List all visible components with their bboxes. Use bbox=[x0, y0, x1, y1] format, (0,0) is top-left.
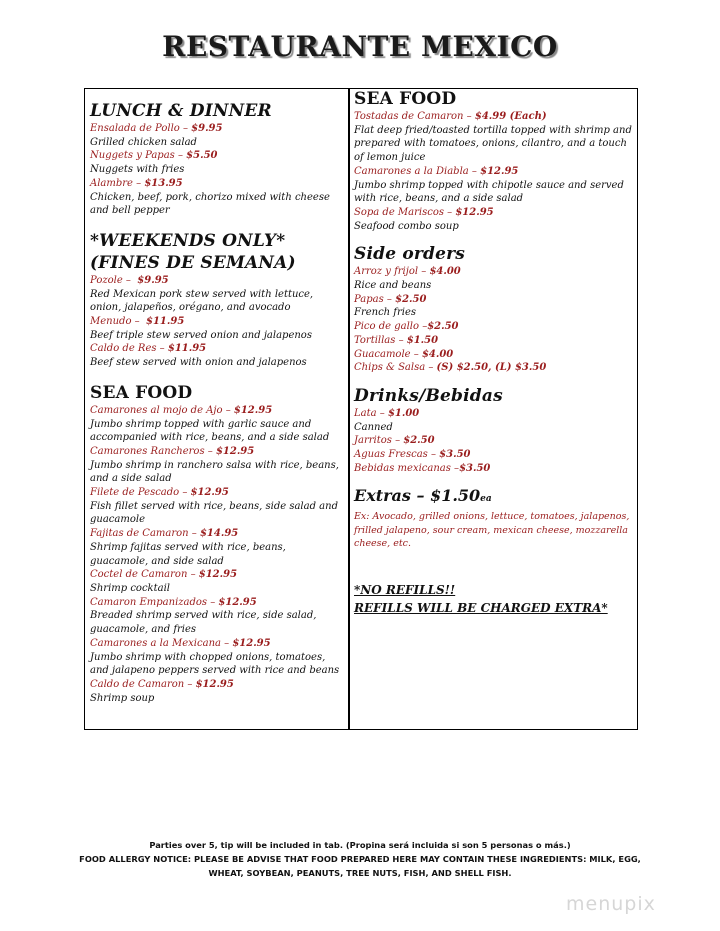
menu-item: Camarones a la Mexicana – $12.95 Jumbo shrimp with chopped onions, tomatoes, and jalapeno peppers served with rice and beans bbox=[90, 637, 342, 678]
item-price: $4.00 bbox=[429, 266, 461, 278]
item-price: (S) $2.50, (L) $3.50 bbox=[436, 362, 547, 374]
allergy-notice-line1: FOOD ALLERGY NOTICE: PLEASE BE ADVISE THAT FOOD PREPARED HERE MAY CONTAIN THESE INGREDIENTS: MILK, EGG, bbox=[79, 854, 641, 864]
item-name: Camarones a la Diabla bbox=[354, 165, 469, 177]
item-name: Chips & Salsa bbox=[354, 362, 426, 374]
item-name: Filete de Pescado bbox=[90, 487, 180, 499]
item-name: Camarones Rancheros bbox=[90, 445, 205, 457]
menu-item: Nuggets y Papas – $5.50 Nuggets with fries bbox=[90, 149, 342, 176]
tip-notice: Parties over 5, tip will be included in tab. (Propina será incluida si son 5 personas o más.) bbox=[149, 840, 571, 850]
item-description: Jumbo shrimp in ranchero salsa with rice, beans, and a side salad bbox=[90, 459, 339, 485]
item-price: $9.95 bbox=[191, 123, 223, 134]
item-description: Fish fillet served with rice, beans, side salad and guacamole bbox=[90, 500, 338, 526]
item-price: $4.00 bbox=[421, 348, 454, 360]
menu-item: Caldo de Res – $11.95 Beef stew served with onion and jalapenos bbox=[90, 342, 342, 369]
footer-notice bbox=[0, 838, 720, 880]
item-price: $12.95 bbox=[195, 678, 234, 690]
menu-item: Lata – $1.00 Canned bbox=[354, 407, 634, 434]
item-price: $3.50 bbox=[439, 449, 471, 461]
menu-item: Aguas Frescas – $3.50 bbox=[354, 449, 471, 461]
item-description: Jumbo shrimp with chopped onions, tomatoes, and jalapeno peppers served with rice and beans bbox=[90, 651, 340, 677]
item-price: $12.95 bbox=[455, 206, 494, 218]
item-description: Jumbo shrimp topped with garlic sauce and accompanied with rice, beans, and a side salad bbox=[90, 418, 330, 444]
item-name: Sopa de Mariscos bbox=[354, 206, 444, 218]
section-subtitle-weekends: (FINES DE SEMANA) bbox=[90, 252, 296, 273]
item-name: Pozole bbox=[90, 274, 123, 286]
menu-item: Camarones al mojo de Ajo – $12.95 Jumbo shrimp topped with garlic sauce and accompanied with rice, beans, and a side salad bbox=[90, 404, 342, 445]
item-description: Chicken, beef, pork, chorizo mixed with cheese and bell pepper bbox=[90, 191, 330, 217]
menu-item: Alambre – $13.95 Chicken, beef, pork, chorizo mixed with cheese and bell pepper bbox=[90, 177, 342, 218]
menu-item: Guacamole – $4.00 bbox=[354, 348, 454, 360]
item-description: Nuggets with fries bbox=[90, 164, 185, 176]
item-description: Canned bbox=[354, 421, 393, 433]
menu-item: Fajitas de Camaron – $14.95 Shrimp fajitas served with rice, beans, guacamole, and side salad bbox=[90, 527, 342, 568]
menu-item: Arroz y frijol – $4.00 Rice and beans bbox=[354, 265, 634, 292]
item-price: $11.95 bbox=[167, 343, 207, 355]
item-price: $2.50 bbox=[427, 321, 459, 333]
item-name: Menudo bbox=[90, 316, 132, 328]
menu-item: Tortillas – $1.50 bbox=[354, 334, 439, 346]
item-price: $14.95 bbox=[199, 528, 239, 540]
item-price: $12.95 bbox=[233, 404, 273, 416]
menu-item: Ensalada de Pollo – $9.95 Grilled chicken salad bbox=[90, 122, 342, 149]
menu-item: Chips & Salsa – (S) $2.50, (L) $3.50 bbox=[354, 362, 547, 374]
item-name: Papas bbox=[354, 293, 384, 305]
item-description: Breaded shrimp served with rice, side salad, guacamole, and fries bbox=[90, 610, 317, 636]
extras-description: Ex: Avocado, grilled onions, lettuce, tomatoes, jalapenos, frilled jalapeno, sour cream, mexican cheese, mozzarella cheese, etc. bbox=[354, 511, 630, 550]
item-description: French fries bbox=[354, 307, 417, 319]
item-price: $12.95 bbox=[198, 569, 238, 581]
allergy-notice-line2: WHEAT, SOYBEAN, PEANUTS, TREE NUTS, FISH, AND SHELL FISH. bbox=[208, 868, 512, 878]
section-title-weekends: *WEEKENDS ONLY* bbox=[90, 230, 286, 251]
section-title-lunch-dinner: LUNCH & DINNER bbox=[90, 101, 272, 121]
item-name: Camaron Empanizados bbox=[90, 596, 208, 608]
item-description: Red Mexican pork stew served with lettuce, onion, jalapeños, orégano, and avocado bbox=[90, 288, 314, 314]
menu-item: Sopa de Mariscos – $12.95 Seafood combo soup bbox=[354, 206, 634, 233]
item-price: $3.50 bbox=[459, 462, 491, 474]
restaurant-title: RESTAURANTE MEXICO bbox=[162, 30, 558, 63]
section-title-drinks: Drinks/Bebidas bbox=[354, 385, 503, 406]
item-description: Seafood combo soup bbox=[354, 220, 459, 232]
item-price: $12.95 bbox=[232, 637, 271, 649]
item-description: Shrimp fajitas served with rice, beans, guacamole, and side salad bbox=[90, 541, 286, 567]
section-title-side-orders: Side orders bbox=[354, 244, 466, 265]
item-price: $11.95 bbox=[146, 316, 185, 328]
item-price: $13.95 bbox=[144, 177, 183, 189]
item-name: Aguas Frescas bbox=[354, 449, 428, 461]
menu-item: Jarritos – $2.50 bbox=[354, 435, 435, 447]
menupix-watermark: menupix bbox=[566, 893, 656, 915]
item-price: $2.50 bbox=[395, 293, 427, 305]
item-name: Camarones al mojo de Ajo bbox=[90, 404, 223, 416]
item-price: $12.95 bbox=[215, 445, 255, 457]
menu-item: Caldo de Camaron – $12.95 Shrimp soup bbox=[90, 678, 342, 705]
item-price: $2.50 bbox=[403, 435, 435, 447]
menu-item: Menudo – $11.95 Beef triple stew served onion and jalapenos bbox=[90, 315, 342, 342]
menu-item: Pozole – $9.95 Red Mexican pork stew served with lettuce, onion, jalapeños, orégano, and avocado bbox=[90, 274, 342, 315]
item-name: Fajitas de Camaron bbox=[90, 528, 189, 540]
item-name: Pico de gallo bbox=[354, 321, 420, 333]
item-name: Tortillas bbox=[354, 334, 396, 346]
item-name: Alambre bbox=[90, 177, 133, 189]
menu-item: Pico de gallo –$2.50 bbox=[354, 321, 459, 333]
item-name: Lata bbox=[354, 407, 377, 419]
item-price: $1.00 bbox=[387, 407, 420, 419]
item-description: Jumbo shrimp topped with chipotle sauce and served with rice, beans, and a side salad bbox=[354, 179, 624, 205]
menu-item: Papas – $2.50 French fries bbox=[354, 293, 634, 320]
item-description: Rice and beans bbox=[354, 280, 432, 292]
section-title-seafood-right: SEA FOOD bbox=[354, 89, 457, 109]
section-title-extras bbox=[354, 485, 634, 510]
extras-title-text: Extras – $1.50 bbox=[354, 486, 481, 506]
extras-suffix: ea bbox=[480, 494, 492, 505]
item-price: $4.99 (Each) bbox=[474, 111, 547, 122]
menu-item: Bebidas mexicanas –$3.50 bbox=[354, 462, 491, 474]
column-divider bbox=[348, 88, 350, 730]
item-name: Ensalada de Pollo bbox=[90, 123, 180, 134]
item-name: Caldo de Camaron bbox=[90, 678, 185, 690]
item-description: Beef stew served with onion and jalapenos bbox=[90, 357, 307, 369]
no-refills-notice: *NO REFILLS!! bbox=[354, 582, 456, 597]
refills-charged-notice: REFILLS WILL BE CHARGED EXTRA* bbox=[354, 600, 608, 615]
item-price: $1.50 bbox=[406, 334, 439, 346]
item-description: Flat deep fried/toasted tortilla topped with shrimp and prepared with tomatoes, onions, cilantro, and a touch of lemon juice bbox=[354, 124, 632, 164]
item-name: Arroz y frijol bbox=[354, 266, 419, 278]
menu-item: Camarones a la Diabla – $12.95 Jumbo shrimp topped with chipotle sauce and served with rice, beans, and a side salad bbox=[354, 165, 634, 206]
item-description: Grilled chicken salad bbox=[90, 136, 197, 148]
item-description: Shrimp soup bbox=[90, 692, 155, 704]
menu-item: Filete de Pescado – $12.95 Fish fillet served with rice, beans, side salad and guacamole bbox=[90, 486, 342, 527]
item-name: Nuggets y Papas bbox=[90, 150, 175, 162]
menu-item: Camarones Rancheros – $12.95 Jumbo shrimp in ranchero salsa with rice, beans, and a side salad bbox=[90, 445, 342, 486]
item-name: Coctel de Camaron bbox=[90, 569, 188, 581]
item-name: Jarritos bbox=[354, 435, 392, 447]
item-price: $12.95 bbox=[480, 165, 519, 177]
section-title-seafood-left: SEA FOOD bbox=[90, 382, 193, 403]
menu-item: Camaron Empanizados – $12.95 Breaded shrimp served with rice, side salad, guacamole, and fries bbox=[90, 596, 342, 637]
item-price: $5.50 bbox=[186, 150, 218, 162]
item-name: Bebidas mexicanas bbox=[354, 462, 451, 474]
menu-item: Coctel de Camaron – $12.95 Shrimp cocktail bbox=[90, 568, 342, 595]
right-column bbox=[354, 88, 634, 617]
item-description: Shrimp cocktail bbox=[90, 582, 170, 594]
item-price: $12.95 bbox=[218, 596, 257, 608]
item-description: Beef triple stew served onion and jalapenos bbox=[90, 329, 312, 341]
item-name: Caldo de Res bbox=[90, 343, 157, 355]
item-name: Camarones a la Mexicana bbox=[90, 637, 221, 649]
item-price: $9.95 bbox=[137, 274, 169, 286]
left-column bbox=[90, 100, 342, 705]
item-price: $12.95 bbox=[190, 487, 229, 499]
menu-item: Tostadas de Camaron – $4.99 (Each) Flat deep fried/toasted tortilla topped with shrimp and prepared with tomatoes, onions, cilantro, and a touch of lemon juice bbox=[354, 110, 634, 165]
item-name: Guacamole bbox=[354, 348, 411, 360]
item-name: Tostadas de Camaron bbox=[354, 111, 464, 122]
